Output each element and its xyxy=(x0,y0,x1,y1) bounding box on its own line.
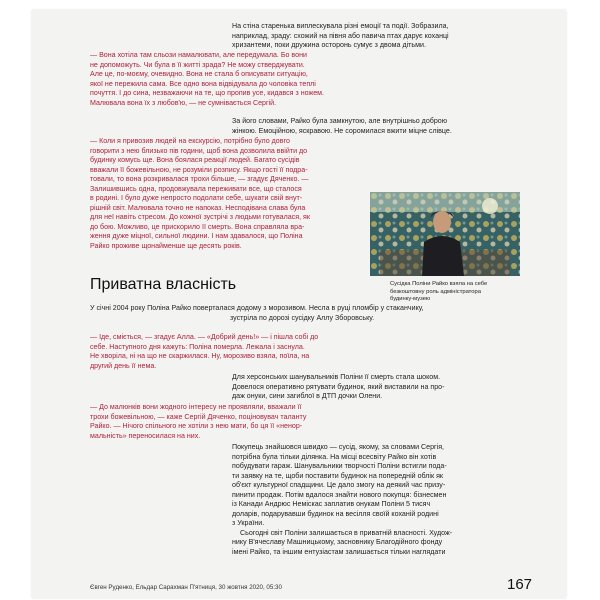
text-line: наприклад, зраду: схожий на півня або павича птах дарує коханці xyxy=(232,31,449,40)
text-line: Не хворіла, ні на що не скаржилася. Ну, морозиво взяла, поїла, на xyxy=(90,352,310,360)
page-number: 167 xyxy=(507,576,533,593)
section-title: Приватна власність xyxy=(90,276,237,293)
quote-sergiy-family xyxy=(90,403,306,441)
text-line: Але це, по-моєму, очевидно. Вона не стала б описувати ситуацію, xyxy=(90,70,308,78)
paragraph-wall-story xyxy=(232,22,449,51)
text-line: ти заявку на те, щоби поставити будинок на попередній облік як xyxy=(232,471,444,480)
house-interior-photo xyxy=(370,192,520,276)
quote-dyachenko-excursions xyxy=(90,137,310,251)
text-line: — Іде, сміється, — згадує Алла. — «Добрий день!» — і пішла собі до xyxy=(90,333,319,341)
text-line: другий день її нема. xyxy=(90,361,157,370)
text-line: даж онуки, сини загиблої в ДТП дочки Олени. xyxy=(232,392,383,400)
text-line: На стіна старенька виплескувала різні емоції та події. Зобразила, xyxy=(232,22,449,30)
paragraph-buyer xyxy=(232,443,452,557)
text-line: Покупець знайшовся швидко — сусід, якому, за словами Сергія, xyxy=(232,443,445,451)
text-line: мальність» переносилася на них. xyxy=(90,431,201,440)
photo-house-museum-admin xyxy=(370,192,520,276)
text-line: імені Райко, та іншим ентузіастам залишається тільки наглядати xyxy=(232,547,446,556)
text-line: У січні 2004 року Поліна Райко поверталася додому з морозивом. Несла в руці пломбір у стаканчику, xyxy=(90,304,424,312)
text-line: Довелося оперативно рятувати будинок, який виставили на про- xyxy=(232,382,445,391)
document-page xyxy=(32,10,566,598)
text-line: почуття. І до сина, незважаючи на те, що пропив усе, кидався з ножем. xyxy=(90,89,325,97)
text-line: доларів, подарувавши будинок на весілля своїй коханій родині xyxy=(232,509,439,518)
text-line: За його словами, Райко була замкнутою, але внутрішньо доброю xyxy=(232,117,448,125)
paragraph-death-day xyxy=(90,304,424,323)
text-line: хризантеми, поки дружина осторонь сумує з двома дітьми. xyxy=(232,41,426,49)
text-line: в родині. І було дуже непросто подолати себе, шукати свій внут- xyxy=(90,194,303,202)
text-line: Райко. — Нічого спільного не хотіли з нею мати, бо ця її «ненор- xyxy=(90,422,303,430)
text-line: — Коли я привозив людей на екскурсію, потрібно було довго xyxy=(90,137,290,145)
text-line: зустріла по дорозі сусідку Аллу Зборовську. xyxy=(230,313,375,322)
text-line: для неї навіть стресом. До кожної зустрічі з людьми готувалася, як xyxy=(90,213,310,221)
footer-byline: Євген Руденко, Ельдар Сарахман П'ятниця, 30 жовтня 2020, 05:30 xyxy=(90,584,282,591)
text-line: жінкою. Емоційною, яскравою. Не соромилася вжити міцне слівце. xyxy=(232,126,452,135)
text-line: Райко проживе щонайменше ще десять років. xyxy=(90,241,242,250)
paragraph-house-rescue xyxy=(232,373,444,402)
text-line: якої не пережила сама. Все одно вона відвідувала до чоловіка теплі xyxy=(90,79,316,88)
caption-line: безкоштовну роль адміністратора xyxy=(390,288,481,295)
text-line: об'єкт культурної спадщини. Це дало змогу на деякий час призу- xyxy=(232,481,446,489)
quote-sergiy-betrayal xyxy=(90,51,324,108)
text-line: Залишившись одна, продовжувала переживати все, що сталося xyxy=(90,184,302,193)
photo-caption xyxy=(390,281,520,304)
text-line: не допоможуть. Чи була в її житті зрада? Не можу стверджувати. xyxy=(90,60,305,69)
text-line: — Вона хотіла там сльози намалювати, але передумала. Бо вони xyxy=(90,51,307,59)
text-line: товали, то вона розкривалася трохи більше, — згадує Дяченко. — xyxy=(90,175,309,183)
text-line: трохи божевільною, — каже Сергій Дяченко, поціновувач таланту xyxy=(90,412,307,421)
text-line: нику В'ячеславу Машницькому, засновнику Благодійного фонду xyxy=(232,538,443,546)
text-line: з України. xyxy=(232,519,265,527)
text-line: із Канади Андрюс Неміскас заплатив онукам Поліни 5 тисяч xyxy=(232,500,431,508)
caption-line: будинку-музею xyxy=(390,296,431,303)
text-line: говорити з нею близько пів години, щоб вона дозволила ввійти до xyxy=(90,146,308,155)
quote-alla xyxy=(90,333,318,371)
paragraph-character xyxy=(232,117,452,136)
caption-line: Сусідка Поліни Райко взяла на себе xyxy=(390,281,488,287)
text-line: будинку комусь ще. Вона боялася реакції людей. Багато сусідів xyxy=(90,156,300,164)
text-line: вважали її божевільною, не розуміли розпису. Якщо гості її подра- xyxy=(90,165,308,174)
text-line: ження дуже міцної, сильної людини. І нам здавалося, що Поліна xyxy=(90,232,303,240)
text-line: — До малюнків вони жодного інтересу не проявляли, вважали її xyxy=(90,403,302,411)
text-line: рішній світ. Малювала точно не напоказ. Несподівана слава була xyxy=(90,203,306,212)
text-line: Для херсонських шанувальників Поліни її смерть стала шоком. xyxy=(232,373,441,381)
text-line: до бою. Можливо, це прискорило її смерть. Вона справляла вра- xyxy=(90,222,305,231)
text-line: Малювала вона їх з любов'ю, — не сумнівається Сергій. xyxy=(90,98,277,107)
text-line: Сьогодні світ Поліни залишається в приватній власності. Худож- xyxy=(240,528,453,537)
text-line: побудувати гараж. Шанувальники творчості Поліни встигли пода- xyxy=(232,462,447,470)
text-line: себе. Наступного дня кажуть: Поліна померла. Лежала і заснула. xyxy=(90,342,305,351)
text-line: потрібна була тільки ділянка. На місці всесвіту Райко він хотів xyxy=(232,452,437,461)
text-line: пинити продаж. Потім вдалося знайти нового покупця: бізнесмен xyxy=(232,490,447,499)
